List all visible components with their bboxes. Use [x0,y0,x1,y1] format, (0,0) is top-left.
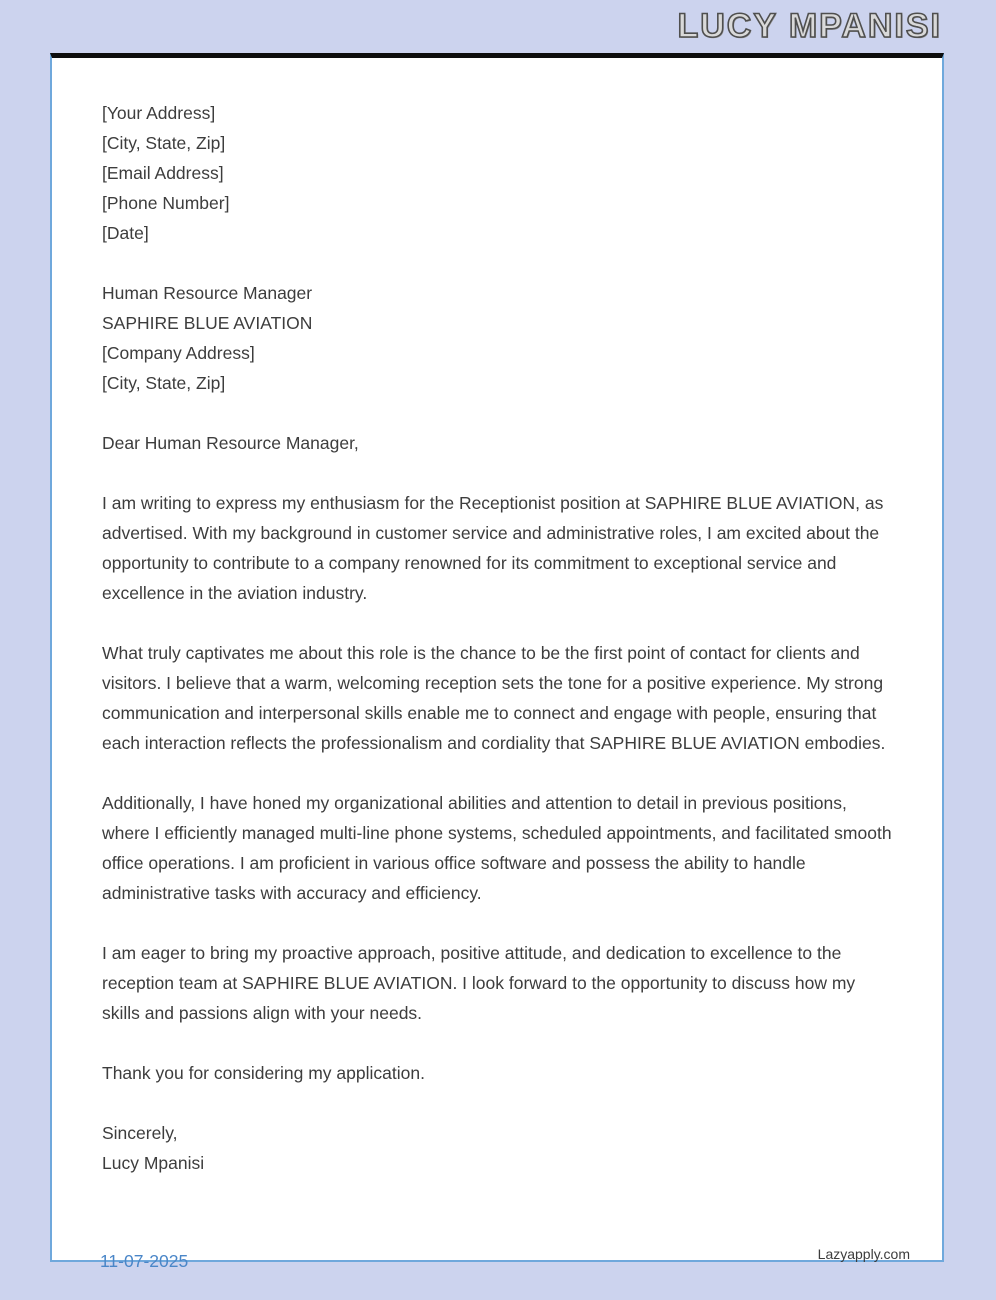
recipient-address-line: [Company Address] [102,343,255,363]
sender-address-line: [Phone Number] [102,193,230,213]
recipient-address-line: [City, State, Zip] [102,373,226,393]
candidate-name-heading: LUCY MPANISI [677,7,942,45]
closing: Sincerely, [102,1123,178,1143]
salutation: Dear Human Resource Manager, [102,433,359,453]
closing-block [102,1118,894,1178]
sender-address-line: [Date] [102,223,149,243]
sender-address-line: [Email Address] [102,163,224,183]
letter-paragraph: Thank you for considering my application. [102,1063,425,1083]
sender-address-line: [City, State, Zip] [102,133,226,153]
recipient-address-block [102,278,894,398]
signature: Lucy Mpanisi [102,1153,205,1173]
letter-body [102,488,894,1088]
letter-paragraph: Additionally, I have honed my organizational abilities and attention to detail in previous positions, where I efficiently managed multi-line phone systems, scheduled appointments, and facilitated smooth office operations. I am proficient in various office software and possess the ability to handle administrative tasks with accuracy and efficiency. [102,793,892,903]
footer-date: 11-07-2025 [100,1251,189,1271]
sender-address-block [102,98,894,248]
letter-paragraph: I am eager to bring my proactive approach, positive attitude, and dedication to excellence to the reception team at SAPHIRE BLUE AVIATION. I look forward to the opportunity to discuss how my skills and passions align with your needs. [102,943,856,1023]
recipient-address-line: SAPHIRE BLUE AVIATION [102,313,313,333]
letter-page [50,53,944,1262]
letter-paragraph: I am writing to express my enthusiasm for the Receptionist position at SAPHIRE BLUE AVIATION, as advertised. With my background in customer service and administrative roles, I am excited about the opportunity to contribute to a company renowned for its commitment to exceptional service and excellence in the aviation industry. [102,493,884,603]
recipient-address-line: Human Resource Manager [102,283,313,303]
sender-address-line: [Your Address] [102,103,216,123]
header [0,0,996,53]
watermark-lazyapply: Lazyapply.com [817,1246,910,1262]
letter-paragraph: What truly captivates me about this role is the chance to be the first point of contact for clients and visitors. I believe that a warm, welcoming reception sets the tone for a positive experience. My strong communication and interpersonal skills enable me to connect and engage with people, ensuring that each interaction reflects the professionalism and cordiality that SAPHIRE BLUE AVIATION embodies. [102,643,886,753]
